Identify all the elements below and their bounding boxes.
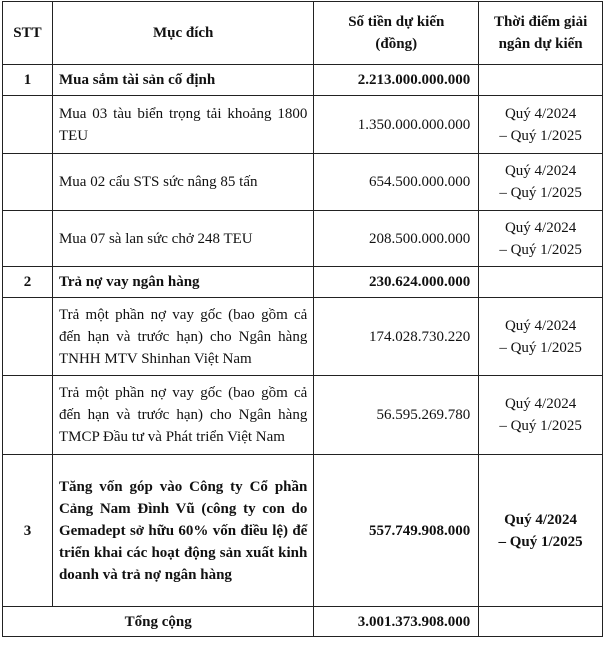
- row-amount: 654.500.000.000: [314, 154, 479, 211]
- row-amount: 2.213.000.000.000: [314, 65, 479, 96]
- row-time-line2: – Quý 1/2025: [499, 339, 582, 356]
- row-amount: 174.028.730.220: [314, 298, 479, 376]
- row-amount: 230.624.000.000: [314, 267, 479, 298]
- row-purpose: Trả một phần nợ vay gốc (bao gồm cả đến hạn và trước hạn) cho Ngân hàng TNHH MTV Shinhan Việt Nam: [52, 298, 313, 376]
- header-time-line2: ngân dự kiến: [498, 36, 583, 52]
- total-time: [479, 607, 603, 637]
- row-stt: 3: [3, 455, 53, 607]
- row-time: [479, 96, 603, 154]
- row-stt: [3, 298, 53, 376]
- row-purpose: Mua sắm tài sản cố định: [52, 65, 313, 96]
- row-time-line1: Quý 4/2024: [504, 511, 578, 528]
- row-time-line1: Quý 4/2024: [504, 396, 577, 412]
- row-purpose: Mua 07 sà lan sức chở 248 TEU: [52, 211, 313, 267]
- table-row: [3, 267, 603, 298]
- table-row: [3, 298, 603, 376]
- table-row: [3, 455, 603, 607]
- table-row: [3, 211, 603, 267]
- table-row: [3, 65, 603, 96]
- row-purpose: Tăng vốn góp vào Công ty Cổ phần Cảng Nam Đình Vũ (công ty con do Gemadept sở hữu 60% vốn điều lệ) để triển khai các hoạt động sản xuất kinh doanh và trả nợ ngân hàng: [52, 455, 313, 607]
- row-time: [479, 65, 603, 96]
- row-stt: [3, 211, 53, 267]
- row-time: [479, 455, 603, 607]
- total-label: Tổng cộng: [3, 607, 314, 637]
- row-purpose: Mua 03 tàu biển trọng tải khoảng 1800 TEU: [52, 96, 313, 154]
- header-amount-line2: (đồng): [375, 36, 418, 52]
- row-amount: 56.595.269.780: [314, 376, 479, 455]
- row-time-line1: Quý 4/2024: [504, 163, 577, 179]
- row-time-line1: Quý 4/2024: [504, 317, 577, 334]
- header-amount-line1: Số tiền dự kiến: [348, 14, 445, 30]
- row-amount: 1.350.000.000.000: [314, 96, 479, 154]
- row-time: [479, 267, 603, 298]
- header-time: [479, 2, 603, 65]
- row-time-line2: – Quý 1/2025: [499, 185, 582, 201]
- row-stt: 2: [3, 267, 53, 298]
- row-time-line2: – Quý 1/2025: [499, 241, 582, 258]
- header-time-line1: Thời điểm giải: [493, 14, 588, 30]
- header-purpose: Mục đích: [52, 2, 313, 65]
- row-time-line1: Quý 4/2024: [504, 105, 577, 122]
- row-time: [479, 154, 603, 211]
- disbursement-plan-table: [2, 1, 603, 637]
- row-time-line2: – Quý 1/2025: [499, 418, 582, 434]
- header-amount: [314, 2, 479, 65]
- table-row: [3, 376, 603, 455]
- row-stt: [3, 154, 53, 211]
- row-purpose: Mua 02 cẩu STS sức nâng 85 tấn: [52, 154, 313, 211]
- row-time: [479, 211, 603, 267]
- table-row: [3, 96, 603, 154]
- row-amount: 557.749.908.000: [314, 455, 479, 607]
- total-amount: 3.001.373.908.000: [314, 607, 479, 637]
- header-row: [3, 2, 603, 65]
- row-stt: [3, 376, 53, 455]
- row-stt: 1: [3, 65, 53, 96]
- total-row: [3, 607, 603, 637]
- row-time-line2: – Quý 1/2025: [498, 533, 583, 550]
- row-time-line1: Quý 4/2024: [504, 219, 577, 236]
- row-time-line2: – Quý 1/2025: [499, 127, 582, 144]
- row-time: [479, 376, 603, 455]
- row-purpose: Trả nợ vay ngân hàng: [52, 267, 313, 298]
- row-stt: [3, 96, 53, 154]
- row-amount: 208.500.000.000: [314, 211, 479, 267]
- row-time: [479, 298, 603, 376]
- header-stt: STT: [3, 2, 53, 65]
- row-purpose: Trả một phần nợ vay gốc (bao gồm cả đến hạn và trước hạn) cho Ngân hàng TMCP Đầu tư và Phát triển Việt Nam: [52, 376, 313, 455]
- table-row: [3, 154, 603, 211]
